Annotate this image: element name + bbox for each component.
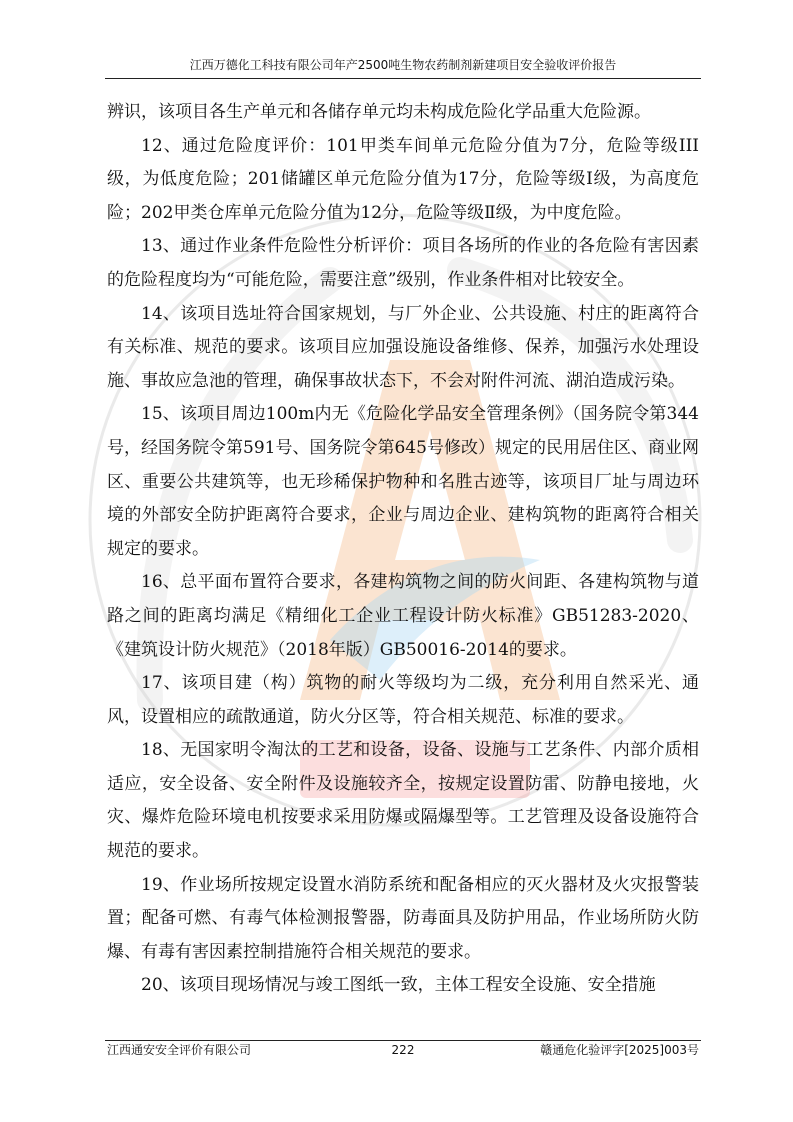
paragraph-continuation: 辨识，该项目各生产单元和各储存单元均未构成危险化学品重大危险源。 <box>107 102 651 122</box>
paragraph-item-15: 15、该项目周边100m内无《危险化学品安全管理条例》（国务院令第344号，经国务院令第591号、国务院令第645号修改）规定的民用居住区、商业网区、重要公共建筑等，也无珍稀保护物种和名胜古迹等，该项目厂址与周边环境的外部安全防护距离符合要求，企业与周边企业、建构筑物的距离符合相关规定的要求。 <box>107 404 699 559</box>
footer-company: 江西通安安全评价有限公司 <box>107 1043 252 1057</box>
footer-divider <box>105 1040 701 1041</box>
paragraph-item-17: 17、该项目建（构）筑物的耐火等级均为二级，充分利用自然采光、通风，设置相应的疏散通道，防火分区等，符合相关规范、标准的要求。 <box>107 673 699 727</box>
paragraph-item-14: 14、该项目选址符合国家规划，与厂外企业、公共设施、村庄的距离符合有关标准、规范的要求。该项目应加强设施设备维修、保养，加强污水处理设施、事故应急池的管理，确保事故状态下，不会对附件河流、湖泊造成污染。 <box>107 303 699 391</box>
paragraph-item-19: 19、作业场所按规定设置水消防系统和配备相应的灭火器材及火灾报警装置；配备可燃、有毒气体检测报警器，防毒面具及防护用品，作业场所防火防爆、有毒有害因素控制措施符合相关规范的要求。 <box>107 874 699 962</box>
footer-page-number: 222 <box>391 1043 415 1057</box>
paragraph-item-12: 12、通过危险度评价：101甲类车间单元危险分值为7分，危险等级III级，为低度危险；201储罐区单元危险分值为17分，危险等级Ⅰ级，为高度危险；202甲类仓库单元危险分值为12分，危险等级Ⅱ级，为中度危险。 <box>107 135 699 223</box>
header-divider <box>105 78 701 79</box>
page-footer <box>107 1042 699 1058</box>
paragraph-item-18: 18、无国家明令淘汰的工艺和设备，设备、设施与工艺条件、内部介质相适应，安全设备、安全附件及设施较齐全，按规定设置防雷、防静电接地，火灾、爆炸危险环境电机按要求采用防爆或隔爆型等。工艺管理及设备设施符合规范的要求。 <box>107 740 699 862</box>
paragraph-item-20: 20、该项目现场情况与竣工图纸一致，主体工程安全设施、安全措施 <box>141 975 656 996</box>
paragraph-item-16: 16、总平面布置符合要求，各建构筑物之间的防火间距、各建构筑物与道路之间的距离均满足《精细化工企业工程设计防火标准》GB51283-2020、《建筑设计防火规范》（2018年版）GB50016-2014的要求。 <box>107 572 699 660</box>
paragraph-item-13: 13、通过作业条件危险性分析评价：项目各场所的作业的各危险有害因素的危险程度均为“可能危险，需要注意”级别，作业条件相对比较安全。 <box>107 236 699 290</box>
body-text <box>107 96 699 1003</box>
footer-doc-number: 赣通危化验评字[2025]003号 <box>540 1043 699 1057</box>
page-header: 江西万德化工科技有限公司年产2500吨生物农药制剂新建项目安全验收评价报告 <box>189 58 617 72</box>
